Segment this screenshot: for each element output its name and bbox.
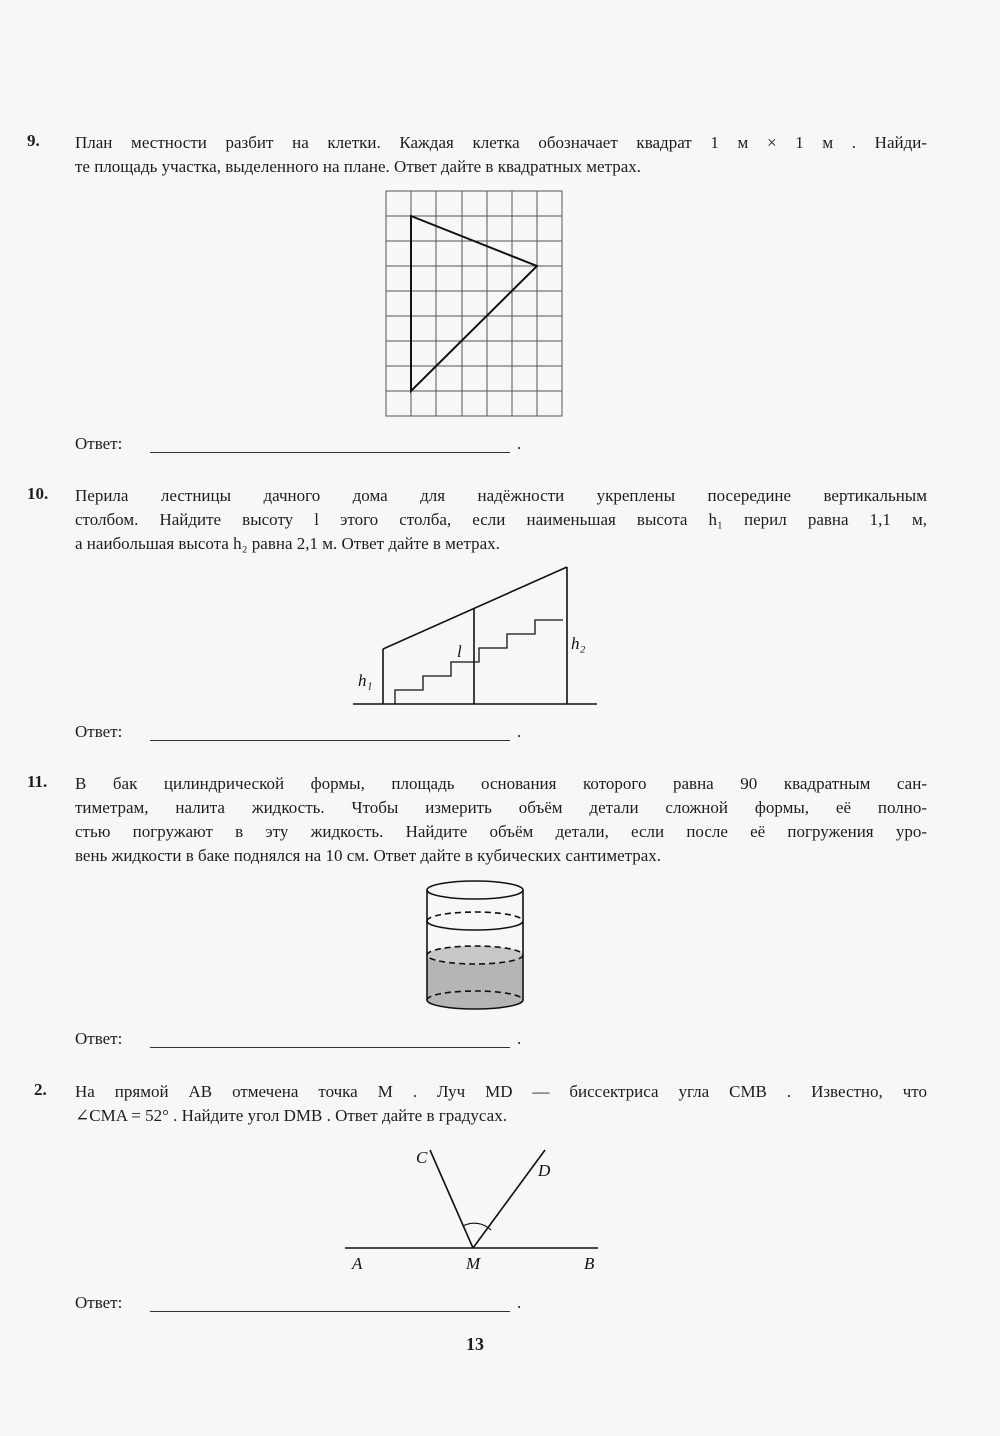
problem-11-answer-dot: . (517, 1029, 522, 1048)
stair-railing-figure (345, 560, 605, 710)
problem-11-line-2: тиметрам, налита жидкость. Чтобы измерить объём детали сложной формы, её полно- (75, 798, 927, 817)
problem-9-number: 9. (27, 131, 40, 150)
problem-12-answer-dot: . (517, 1293, 522, 1312)
label-b: B (584, 1254, 595, 1273)
ray-mc (430, 1150, 473, 1248)
problem-12-answer-field[interactable] (150, 1311, 510, 1312)
problem-10-number: 10. (27, 484, 49, 503)
problem-9-answer-field[interactable] (150, 452, 510, 453)
problem-11-line-3: стью погружают в эту жидкость. Найдите объём детали, если после её погружения уро- (75, 822, 927, 841)
problem-11-answer-label: Ответ: (75, 1029, 123, 1048)
liquid-surface (427, 946, 523, 964)
problem-10-text (75, 484, 927, 556)
railing (383, 567, 567, 649)
problem-12-answer-label: Ответ: (75, 1293, 123, 1312)
grid-lines (386, 191, 562, 416)
raised-level-back (427, 912, 523, 921)
problem-12-number: 2. (34, 1080, 47, 1099)
problem-10-line-3: а наибольшая высота h₂ равна 2,1 м. Ответ дайте в метрах. (75, 534, 500, 553)
problem-9-answer-dot: . (517, 434, 522, 453)
angle-bisector-figure (340, 1140, 610, 1280)
problem-10-answer-dot: . (517, 722, 522, 741)
problem-9-line-1: План местности разбит на клетки. Каждая клетка обозначает квадрат 1 м × 1 м . Найди- (75, 133, 927, 152)
ray-md (473, 1150, 545, 1248)
problem-9-text (75, 131, 927, 179)
label-m: M (466, 1254, 481, 1273)
problem-11-line-1: В бак цилиндрической формы, площадь основания которого равна 90 квадратным сан- (75, 774, 927, 793)
raised-level-front (427, 921, 523, 930)
problem-10-answer-field[interactable] (150, 740, 510, 741)
label-d: D (538, 1161, 551, 1180)
grid-triangle-figure (380, 185, 570, 420)
problem-12-line-2: ∠CMA = 52° . Найдите угол DMB . Ответ дайте в градусах. (75, 1106, 507, 1125)
problem-12-text (75, 1080, 927, 1128)
problem-10-line-2: столбом. Найдите высоту l этого столба, если наименьшая высота h₁ перил равна 1,1 м, (75, 510, 927, 529)
label-c: C (416, 1148, 428, 1167)
problem-9-answer-label: Ответ: (75, 434, 123, 453)
label-a: A (352, 1254, 363, 1273)
problem-11-number: 11. (27, 772, 48, 791)
problem-10-answer-label: Ответ: (75, 722, 123, 741)
problem-12-line-1: На прямой AB отмечена точка M . Луч MD — биссектриса угла CMB . Известно, что (75, 1082, 927, 1101)
highlighted-triangle (411, 216, 537, 391)
page-number: 13 (466, 1334, 484, 1354)
problem-9-line-2: те площадь участка, выделенного на плане. Ответ дайте в квадратных метрах. (75, 157, 641, 176)
problem-11-answer-field[interactable] (150, 1047, 510, 1048)
label-l: l (457, 642, 462, 661)
tank-top-rim (427, 881, 523, 899)
label-h1: h₁ (358, 671, 373, 690)
problem-11-line-4: вень жидкости в баке поднялся на 10 см. Ответ дайте в кубических сантиметрах. (75, 846, 662, 865)
problem-10-line-1: Перила лестницы дачного дома для надёжности укреплены посередине вертикальным (75, 486, 927, 505)
label-h2: h₂ (571, 634, 586, 653)
cylinder-tank-figure (415, 875, 535, 1015)
problem-11-text (75, 772, 927, 868)
